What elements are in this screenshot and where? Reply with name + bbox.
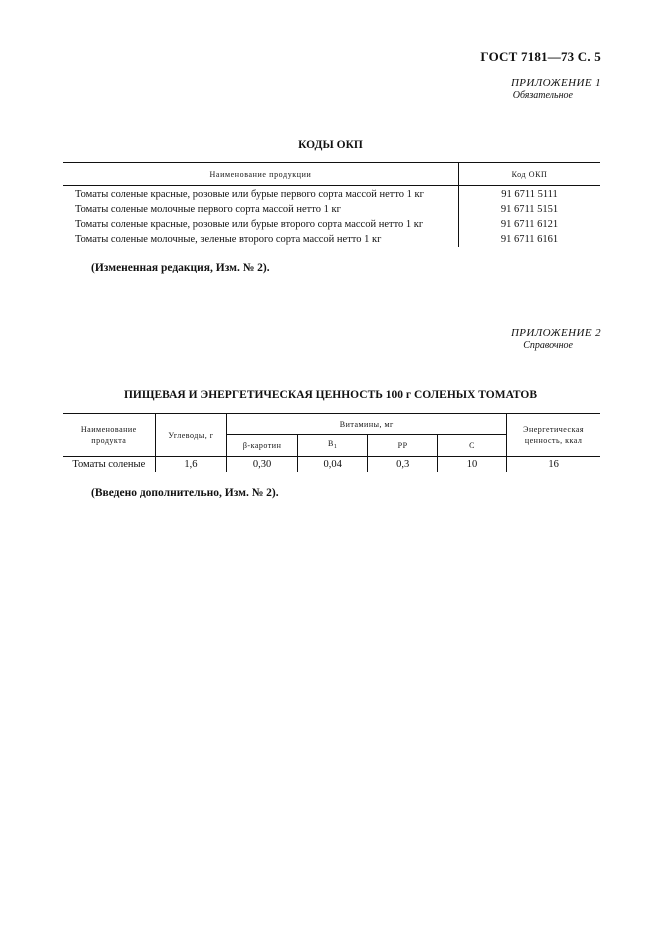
appendix1-status: Обязательное [512,90,573,101]
okp-cell-code: 91 6711 6121 [500,219,559,230]
table-row [63,457,600,473]
okp-cell-product: Томаты соленые молочные, зеленые второго сорта массой нетто 1 кг [63,232,459,247]
nutrition-cell-b1: 0,04 [297,457,367,473]
okp-cell-code: 91 6711 5151 [500,204,559,215]
nutrition-cell-carbs: 1,6 [155,457,227,473]
okp-cell-product: Томаты соленые молочные первого сорта массой нетто 1 кг [63,202,459,217]
table-row [63,217,600,232]
okp-header-code: Код ОКП [459,163,601,186]
nutrition-header-carbs: Углеводы, г [155,414,227,457]
okp-cell-product: Томаты соленые красные, розовые или бурые второго сорта массой нетто 1 кг [63,217,459,232]
nutrition-header-beta-carotene: β-каротин [227,435,298,457]
appendix2-status: Справочное [523,340,573,351]
nutrition-header-vitamins: Витамины, мг [227,414,507,435]
nutrition-cell-product: Томаты соленые [63,457,155,473]
appendix1-amendment-note: (Измененная редакция, Изм. № 2). [91,262,270,274]
okp-cell-code: 91 6711 6161 [500,234,559,245]
table-row [63,232,600,247]
okp-header-product: Наименование продукции [63,163,459,186]
okp-cell-code: 91 6711 5111 [501,189,558,200]
nutrition-cell-energy: 16 [507,457,600,473]
nutrition-header-energy: Энергетическая ценность, ккал [507,414,600,457]
nutrition-cell-pp: 0,3 [368,457,437,473]
appendix1-title: ПРИЛОЖЕНИЕ 1 [510,77,601,89]
nutrition-header-pp: PP [368,435,437,457]
table-row [63,186,600,203]
nutrition-table [63,413,600,472]
appendix2-amendment-note: (Введено дополнительно, Изм. № 2). [91,487,279,499]
table-row [63,202,600,217]
okp-codes-table [63,162,600,247]
nutrition-header-b1: $B_1$ [297,435,367,457]
nutrition-cell-c: 10 [437,457,506,473]
appendix1-section-title: КОДЫ ОКП [298,139,363,151]
nutrition-header-product: Наименование продукта [63,414,155,457]
okp-cell-product: Томаты соленые красные, розовые или бурые первого сорта массой нетто 1 кг [63,186,459,203]
nutrition-cell-beta-carotene: 0,30 [227,457,298,473]
appendix2-section-title: ПИЩЕВАЯ И ЭНЕРГЕТИЧЕСКАЯ ЦЕННОСТЬ 100 г СОЛЕНЫХ ТОМАТОВ [123,389,538,401]
appendix2-title: ПРИЛОЖЕНИЕ 2 [510,327,601,339]
nutrition-header-c: C [437,435,506,457]
page-header-doc-code: ГОСТ 7181—73 С. 5 [480,49,601,64]
